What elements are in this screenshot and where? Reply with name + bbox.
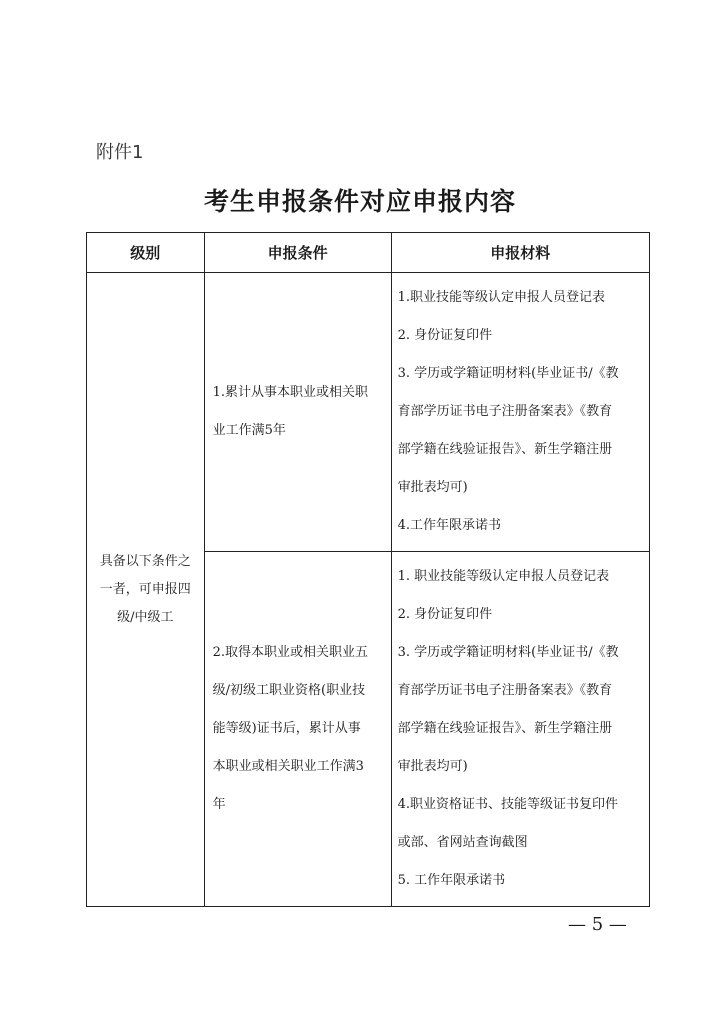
level-cell: [87, 273, 205, 907]
material-line: 或部、省网站查询截图: [397, 835, 528, 850]
material-line: 1.职业技能等级认定申报人员登记表: [397, 290, 606, 305]
page-number: — 5 —: [568, 914, 627, 935]
application-table: [86, 232, 650, 907]
condition-line: 级/初级工职业资格(职业技: [212, 683, 366, 698]
condition-line: 本职业或相关职业工作满3: [212, 759, 364, 774]
materials-cell: [391, 552, 649, 907]
level-line: 一者，可申报四: [99, 581, 191, 597]
document-title: 考生申报条件对应申报内容: [203, 187, 516, 216]
level-line: 具备以下条件之: [99, 553, 191, 569]
materials-cell: [391, 273, 649, 552]
material-line: 4.职业资格证书、技能等级证书复印件: [397, 797, 619, 812]
material-line: 4.工作年限承诺书: [397, 518, 502, 533]
material-line: 3. 学历或学籍证明材料(毕业证书/《教: [397, 366, 619, 381]
table-row: [87, 273, 650, 552]
material-line: 审批表均可): [397, 480, 468, 495]
material-line: 1. 职业技能等级认定申报人员登记表: [397, 569, 610, 584]
header-condition: 申报条件: [204, 233, 391, 273]
level-line: 级/中级工: [117, 609, 174, 625]
material-line: 5. 工作年限承诺书: [397, 873, 506, 888]
material-line: 育部学历证书电子注册备案表》《教育: [397, 404, 613, 419]
material-line: 部学籍在线验证报告》、新生学籍注册: [397, 442, 613, 457]
condition-cell: [204, 273, 391, 552]
condition-line: 业工作满5年: [212, 423, 286, 438]
condition-line: 能等级)证书后，累计从事: [212, 721, 361, 736]
material-line: 育部学历证书电子注册备案表》《教育: [397, 683, 613, 698]
condition-cell: [204, 552, 391, 907]
material-line: 2. 身份证复印件: [397, 328, 493, 343]
condition-line: 年: [212, 797, 226, 812]
header-level: 级别: [87, 233, 205, 273]
material-line: 部学籍在线验证报告》、新生学籍注册: [397, 721, 613, 736]
material-line: 审批表均可): [397, 759, 468, 774]
condition-line: 2.取得本职业或相关职业五: [212, 645, 369, 660]
table-header-row: [87, 233, 650, 273]
material-line: 3. 学历或学籍证明材料(毕业证书/《教: [397, 645, 619, 660]
condition-line: 1.累计从事本职业或相关职: [212, 385, 369, 400]
header-materials: 申报材料: [391, 233, 649, 273]
attachment-label: 附件1: [96, 142, 144, 163]
material-line: 2. 身份证复印件: [397, 607, 493, 622]
